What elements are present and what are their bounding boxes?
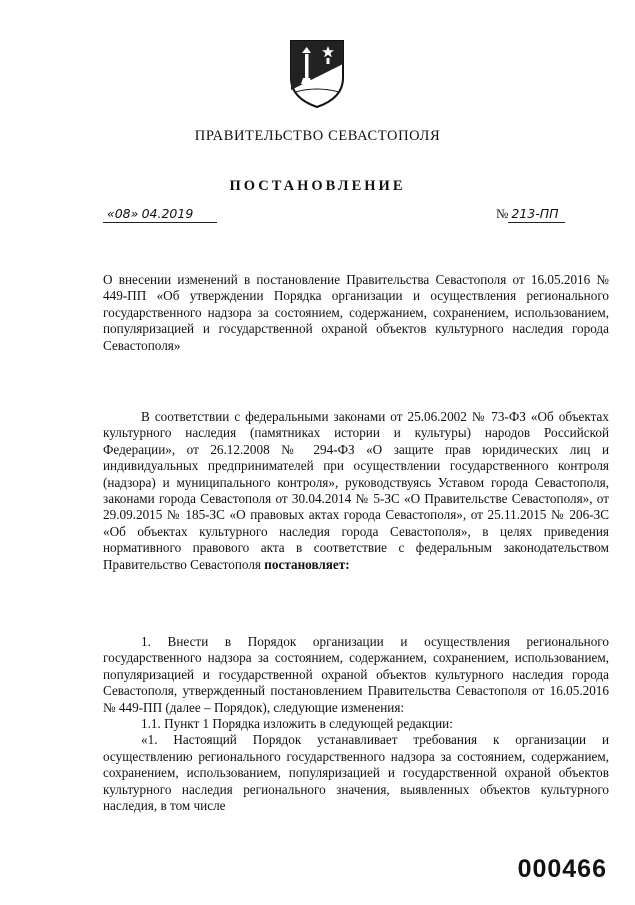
sevastopol-emblem-icon [290,38,344,108]
subject-text: О внесении изменений в постановление Правительства Севастополя от 16.05.2016 № 449-ПП «Об утверждении Порядка организации и осуществления регионального государственного надзора за состоянием, содержанием, сохранением, использованием, популяризацией и государственной охраной объектов культурного наследия города Севастополя» [103,272,609,353]
preamble-paragraph [103,409,609,573]
sheet-number: 000466 [517,855,607,883]
item-1-1: 1.1. Пункт 1 Порядка изложить в следующей редакции: [141,716,453,732]
preamble [103,409,609,573]
date-close-quote: » [130,206,139,221]
date-month-year: 04.2019 [141,206,194,221]
government-title: ПРАВИТЕЛЬСТВО СЕВАСТОПОЛЯ [194,128,441,144]
resolution-items [103,634,609,814]
item-1-1-text: «1. Настоящий Порядок устанавливает требования к организации и осуществлению регионального государственного надзора за состоянием, содержанием, сохранением, использованием, популяризацией и государственной охраной объектов культурного наследия регионального значения, выявленных объектов культурного наследия, в том числе [103,732,609,814]
number-value: 213-ПП [511,206,559,221]
item-1: 1. Внести в Порядок организации и осуществления регионального государственного надзора за состоянием, содержанием, сохранением, использованием, популяризацией и государственной охраной объектов культурного наследия города Севастополя, утвержденный постановлением Правительства Севастополя от 16.05.2016 № 449-ПП (далее – Порядок), следующие изменения: [103,634,609,715]
document-type-title: ПОСТАНОВЛЕНИЕ [229,178,406,194]
date-day: 08 [114,206,131,221]
document-subject [103,272,609,354]
date-open-quote: « [107,206,115,221]
number-sign: № [496,206,509,221]
preamble-text: В соответствии с федеральными законами от 25.06.2002 № 73-ФЗ «Об объектах культурного наследия (памятниках истории и культуры) народов Российской Федерации», от 26.12.2008 № 294-ФЗ «О защите прав юридических лиц и индивидуальных предпринимателей при осуществлении государственного контроля (надзора) и муниципального контроля», руководствуясь Уставом города Севастополя, законами города Севастополя от 30.04.2014 № 5-ЗС «О Правительстве Севастополя», от 29.09.2015 № 185-ЗС «О правовых актах города Севастополя», от 25.11.2015 № 206-ЗС «Об объектах культурного наследия города Севастополя», в целях приведения нормативного правового акта в соответствие с федеральным законодательством Правительство Севастополя [103,409,609,572]
document-date [103,206,217,223]
document-number [496,206,565,223]
decree-word: постановляет: [264,556,350,572]
